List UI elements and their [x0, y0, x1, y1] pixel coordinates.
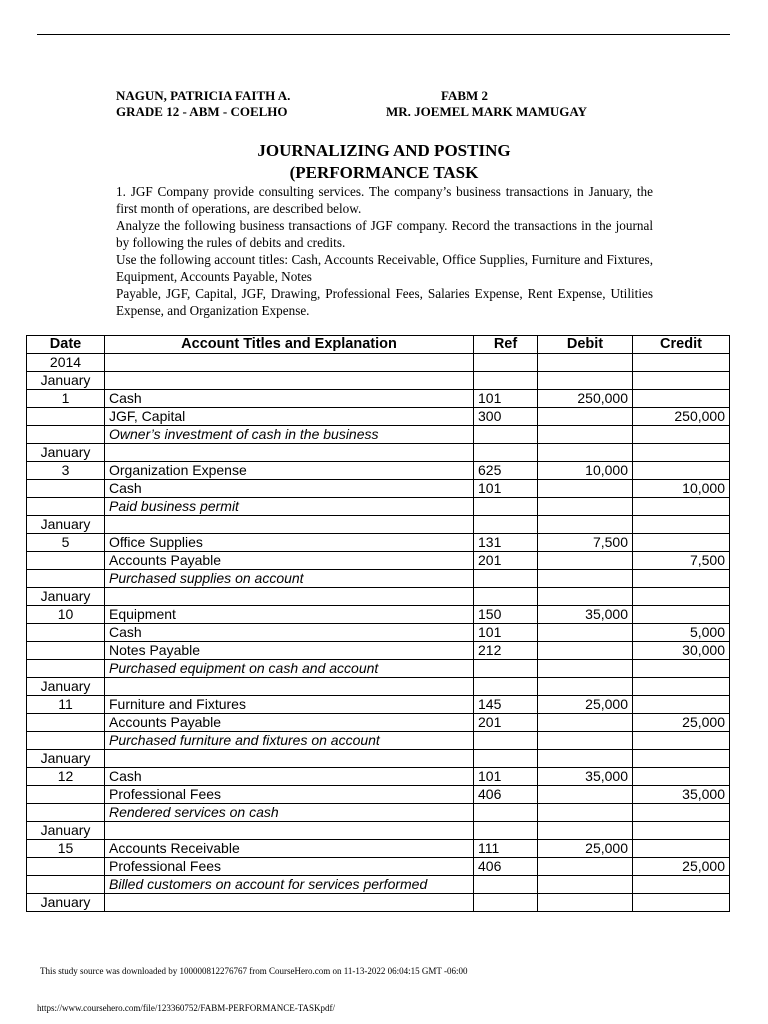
account-cell: Furniture and Fixtures [105, 696, 474, 714]
credit-cell [633, 894, 730, 912]
account-cell [105, 444, 474, 462]
account-cell [105, 822, 474, 840]
account-cell: Paid business permit [105, 498, 474, 516]
page-top-rule [37, 34, 730, 35]
account-cell: Equipment [105, 606, 474, 624]
credit-cell [633, 372, 730, 390]
date-cell [27, 876, 105, 894]
journal-table [26, 335, 730, 912]
debit-cell [538, 804, 633, 822]
ref-cell [474, 876, 538, 894]
journal-row [27, 714, 730, 732]
journal-row [27, 354, 730, 372]
instruction-paragraph-4: Payable, JGF, Capital, JGF, Drawing, Professional Fees, Salaries Expense, Rent Expense, Utilities Expense, and Organization Expense. [116, 286, 653, 318]
account-cell: Purchased furniture and fixtures on account [105, 732, 474, 750]
date-cell: 12 [27, 768, 105, 786]
ref-cell: 212 [474, 642, 538, 660]
credit-cell [633, 390, 730, 408]
debit-cell [538, 678, 633, 696]
debit-cell [538, 624, 633, 642]
debit-cell: 7,500 [538, 534, 633, 552]
ref-cell: 406 [474, 858, 538, 876]
credit-cell [633, 426, 730, 444]
account-cell: Billed customers on account for services performed [105, 876, 474, 894]
date-cell: January [27, 516, 105, 534]
debit-cell [538, 732, 633, 750]
instruction-paragraph-1: 1. JGF Company provide consulting services. The company’s business transactions in January, the first month of operations, are described below. [116, 184, 653, 216]
journal-row [27, 840, 730, 858]
account-cell: Cash [105, 480, 474, 498]
account-cell: Cash [105, 768, 474, 786]
date-cell [27, 498, 105, 516]
journal-row [27, 660, 730, 678]
account-cell: Cash [105, 390, 474, 408]
journal-row [27, 372, 730, 390]
account-cell: Professional Fees [105, 858, 474, 876]
debit-cell [538, 858, 633, 876]
journal-row [27, 642, 730, 660]
credit-cell [633, 822, 730, 840]
account-cell [105, 750, 474, 768]
course-code: FABM 2 [441, 88, 489, 103]
debit-cell: 25,000 [538, 840, 633, 858]
account-cell [105, 894, 474, 912]
instructions [116, 183, 653, 319]
journal-header-row [27, 336, 730, 354]
ref-cell: 406 [474, 786, 538, 804]
date-cell [27, 714, 105, 732]
ref-cell: 201 [474, 714, 538, 732]
date-cell: January [27, 750, 105, 768]
debit-cell [538, 822, 633, 840]
journal-row [27, 390, 730, 408]
ref-cell [474, 750, 538, 768]
date-cell: 1 [27, 390, 105, 408]
journal-row [27, 768, 730, 786]
journal-row [27, 606, 730, 624]
date-cell: January [27, 822, 105, 840]
document-title: JOURNALIZING AND POSTING [257, 141, 511, 160]
date-cell [27, 624, 105, 642]
debit-cell [538, 480, 633, 498]
debit-cell [538, 660, 633, 678]
debit-column-header: Debit [538, 336, 633, 354]
account-column-header: Account Titles and Explanation [105, 336, 474, 354]
journal-row [27, 786, 730, 804]
credit-cell [633, 660, 730, 678]
account-cell [105, 678, 474, 696]
debit-cell [538, 426, 633, 444]
credit-cell: 5,000 [633, 624, 730, 642]
ref-cell: 625 [474, 462, 538, 480]
credit-cell [633, 516, 730, 534]
date-cell: January [27, 894, 105, 912]
ref-cell: 101 [474, 624, 538, 642]
account-cell: Accounts Payable [105, 714, 474, 732]
account-cell: Accounts Receivable [105, 840, 474, 858]
debit-cell [538, 876, 633, 894]
ref-cell: 131 [474, 534, 538, 552]
debit-cell: 35,000 [538, 768, 633, 786]
date-cell: 3 [27, 462, 105, 480]
ref-cell [474, 588, 538, 606]
journal-row [27, 750, 730, 768]
journal-row [27, 552, 730, 570]
debit-cell [538, 894, 633, 912]
credit-cell [633, 678, 730, 696]
date-cell [27, 408, 105, 426]
ref-cell: 150 [474, 606, 538, 624]
account-cell: Purchased equipment on cash and account [105, 660, 474, 678]
journal-row [27, 498, 730, 516]
journal-row [27, 732, 730, 750]
ref-cell [474, 354, 538, 372]
date-cell [27, 426, 105, 444]
ref-cell: 300 [474, 408, 538, 426]
credit-column-header: Credit [633, 336, 730, 354]
date-cell: 5 [27, 534, 105, 552]
credit-cell [633, 444, 730, 462]
debit-cell: 250,000 [538, 390, 633, 408]
credit-cell [633, 606, 730, 624]
debit-cell [538, 408, 633, 426]
debit-cell [538, 750, 633, 768]
debit-cell [538, 642, 633, 660]
journal-row [27, 876, 730, 894]
journal-row [27, 696, 730, 714]
date-cell: January [27, 678, 105, 696]
credit-cell [633, 804, 730, 822]
download-source-note: This study source was downloaded by 100000812276767 from CourseHero.com on 11-13-2022 06:04:15 GMT -06:00 [40, 966, 468, 976]
credit-cell: 30,000 [633, 642, 730, 660]
debit-cell [538, 372, 633, 390]
journal-row [27, 804, 730, 822]
account-cell [105, 516, 474, 534]
credit-cell: 250,000 [633, 408, 730, 426]
journal-row [27, 588, 730, 606]
date-cell [27, 552, 105, 570]
credit-cell: 25,000 [633, 714, 730, 732]
date-cell: 2014 [27, 354, 105, 372]
account-cell: JGF, Capital [105, 408, 474, 426]
credit-cell [633, 462, 730, 480]
date-cell [27, 732, 105, 750]
journal-row [27, 462, 730, 480]
journal-row [27, 858, 730, 876]
journal-row [27, 678, 730, 696]
ref-cell [474, 498, 538, 516]
credit-cell [633, 354, 730, 372]
source-url: https://www.coursehero.com/file/123360752/FABM-PERFORMANCE-TASKpdf/ [37, 1003, 336, 1013]
date-cell [27, 480, 105, 498]
debit-cell: 10,000 [538, 462, 633, 480]
credit-cell [633, 534, 730, 552]
date-cell [27, 642, 105, 660]
journal-row [27, 570, 730, 588]
credit-cell [633, 588, 730, 606]
debit-cell [538, 498, 633, 516]
credit-cell [633, 498, 730, 516]
journal-body [27, 354, 730, 912]
debit-cell [538, 552, 633, 570]
credit-cell [633, 732, 730, 750]
date-cell: January [27, 588, 105, 606]
account-cell: Office Supplies [105, 534, 474, 552]
credit-cell: 10,000 [633, 480, 730, 498]
ref-cell [474, 372, 538, 390]
date-cell [27, 660, 105, 678]
ref-cell [474, 516, 538, 534]
credit-cell [633, 768, 730, 786]
grade-section: GRADE 12 - ABM - COELHO [116, 104, 288, 119]
document-subtitle: (PERFORMANCE TASK [289, 163, 479, 182]
journal-row [27, 822, 730, 840]
account-cell [105, 354, 474, 372]
journal-row [27, 408, 730, 426]
instruction-paragraph-3: Use the following account titles: Cash, Accounts Receivable, Office Supplies, Furniture and Fixtures, Equipment, Accounts Payable, Notes [116, 252, 653, 284]
ref-cell [474, 678, 538, 696]
account-cell: Professional Fees [105, 786, 474, 804]
account-cell: Organization Expense [105, 462, 474, 480]
ref-cell [474, 426, 538, 444]
student-name: NAGUN, PATRICIA FAITH A. [116, 88, 291, 103]
ref-cell: 201 [474, 552, 538, 570]
debit-cell: 25,000 [538, 696, 633, 714]
credit-cell: 35,000 [633, 786, 730, 804]
instruction-paragraph-2: Analyze the following business transactions of JGF company. Record the transactions in the journal by following the rules of debits and credits. [116, 218, 653, 250]
account-cell: Purchased supplies on account [105, 570, 474, 588]
ref-cell [474, 732, 538, 750]
debit-cell [538, 714, 633, 732]
account-cell [105, 588, 474, 606]
journal-row [27, 516, 730, 534]
account-cell [105, 372, 474, 390]
account-cell: Accounts Payable [105, 552, 474, 570]
credit-cell [633, 750, 730, 768]
ref-cell: 111 [474, 840, 538, 858]
account-cell: Rendered services on cash [105, 804, 474, 822]
date-cell [27, 786, 105, 804]
credit-cell: 7,500 [633, 552, 730, 570]
journal-row [27, 480, 730, 498]
ref-cell [474, 660, 538, 678]
date-column-header: Date [27, 336, 105, 354]
debit-cell [538, 444, 633, 462]
credit-cell [633, 696, 730, 714]
ref-cell: 145 [474, 696, 538, 714]
credit-cell [633, 876, 730, 894]
account-cell: Cash [105, 624, 474, 642]
credit-cell [633, 570, 730, 588]
date-cell: 10 [27, 606, 105, 624]
ref-cell [474, 570, 538, 588]
credit-cell [633, 840, 730, 858]
date-cell [27, 804, 105, 822]
account-cell: Notes Payable [105, 642, 474, 660]
debit-cell: 35,000 [538, 606, 633, 624]
ref-column-header: Ref [474, 336, 538, 354]
journal-row [27, 624, 730, 642]
journal-row [27, 444, 730, 462]
debit-cell [538, 354, 633, 372]
ref-cell [474, 444, 538, 462]
ref-cell [474, 822, 538, 840]
debit-cell [538, 516, 633, 534]
credit-cell: 25,000 [633, 858, 730, 876]
teacher-name: MR. JOEMEL MARK MAMUGAY [386, 104, 588, 119]
debit-cell [538, 786, 633, 804]
date-cell: January [27, 372, 105, 390]
ref-cell: 101 [474, 768, 538, 786]
date-cell [27, 858, 105, 876]
journal-row [27, 534, 730, 552]
date-cell [27, 570, 105, 588]
date-cell: 15 [27, 840, 105, 858]
journal-row [27, 426, 730, 444]
date-cell: 11 [27, 696, 105, 714]
account-cell: Owner’s investment of cash in the business [105, 426, 474, 444]
ref-cell: 101 [474, 480, 538, 498]
debit-cell [538, 588, 633, 606]
journal-row [27, 894, 730, 912]
debit-cell [538, 570, 633, 588]
ref-cell: 101 [474, 390, 538, 408]
ref-cell [474, 804, 538, 822]
ref-cell [474, 894, 538, 912]
date-cell: January [27, 444, 105, 462]
